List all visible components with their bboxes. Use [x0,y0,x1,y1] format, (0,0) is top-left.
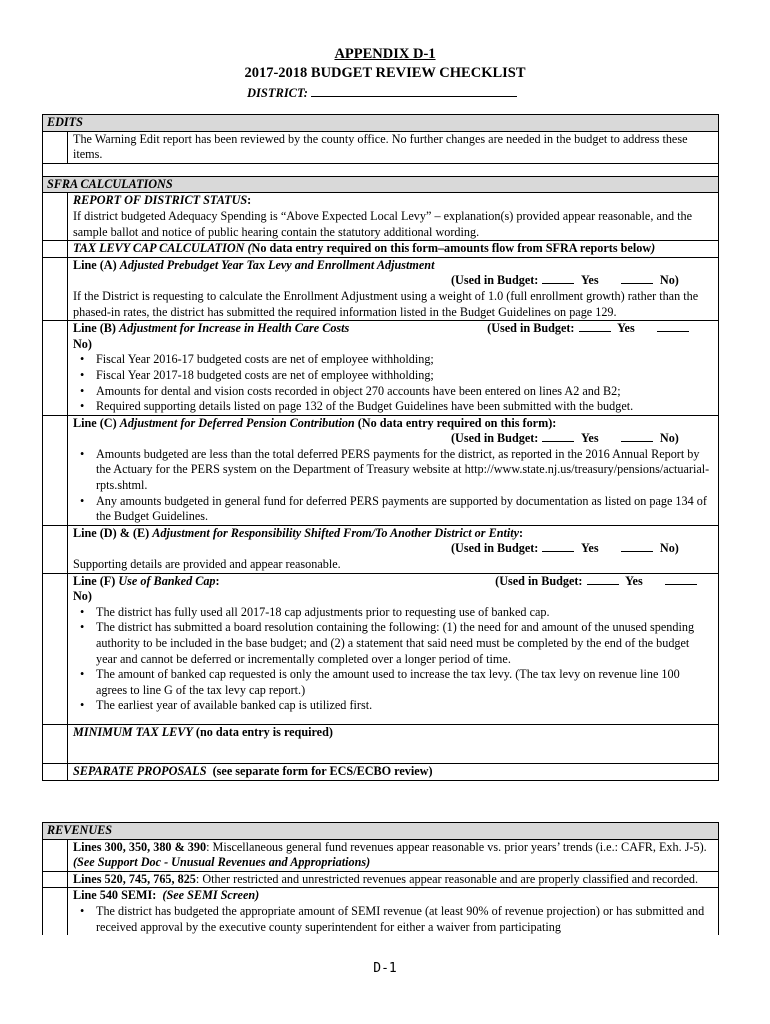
tax-levy-cap-title: TAX LEVY CAP CALCULATION ( [73,241,252,256]
edits-check-cell[interactable] [43,131,68,163]
line-a-text: If the District is requesting to calculate the Enrollment Adjustment using a weight of 1.0 (full enrollment growth) rather than the phased-in rates, the district has submitted the required information listed in the Budget Guidelines on page 129. [73,288,699,319]
no-blank[interactable] [621,431,653,442]
list-item: • Amounts budgeted are less than the total deferred PERS payments for the district, as reported in the 2016 Annual Report by the Actuary for the PERS system on the Department of Treasury website at http://www.state.nj.us/treasury/pensions/actuarial-rpts.shtml. [96,447,713,494]
yes-label: Yes [617,321,635,336]
no-blank[interactable] [621,273,653,284]
line-b-title: Adjustment for Increase in Health Care Costs [119,321,350,336]
sfra-heading: SFRA CALCULATIONS [43,176,719,193]
sep-proposals-check-cell[interactable] [43,763,68,780]
revenues-table [42,822,719,935]
used-in-budget-label: (Used in Budget: [451,541,539,556]
line-de-text: Supporting details are provided and appear reasonable. [73,557,341,572]
list-item: • The earliest year of available banked cap is utilized first. [96,698,713,714]
line-f-spacer [73,714,713,724]
rev-1-cell [68,839,719,871]
line-de-label: Line (D) & (E) [73,525,150,540]
line-a-label: Line (A) [73,257,117,272]
yes-label: Yes [625,573,643,588]
district-blank-line [311,84,517,97]
district-field [247,84,517,102]
appendix-title: APPENDIX D-1 [334,46,436,62]
line-b-used-in-budget [487,321,713,337]
min-tax-levy-cell [68,724,719,763]
line-f-used-in-budget [495,574,713,590]
list-item: • The district has fully used all 2017-18 cap adjustments prior to requesting use of banked cap. [96,605,713,621]
rev-3-label: Line 540 SEMI: [73,888,157,903]
sep-proposals-cell [68,763,719,780]
list-item: • The district has submitted a board resolution containing the following: (1) the need for and amount of the unused spending authority to be included in the base budget; and (2) a statement that said need must be completed by the end of the budget year and cannot be deferred or incrementally completed over a longer period of time. [96,620,713,667]
edits-sfra-table [42,114,719,781]
tax-levy-cap-check-cell[interactable] [43,241,68,258]
line-f-header [73,574,713,590]
line-f-colon: : [215,573,220,588]
line-de-colon: : [519,525,524,540]
line-c-list [73,447,713,525]
line-c-check-cell[interactable] [43,415,68,525]
list-item: • Fiscal Year 2017-18 budgeted costs are net of employee withholding; [96,368,713,384]
line-a-check-cell[interactable] [43,257,68,320]
line-b-header [73,321,713,337]
line-c-cell [68,415,719,525]
report-status-colon: : [247,193,252,208]
line-b-check-cell[interactable] [43,321,68,416]
line-de-cell [68,525,719,573]
line-c-note: (No data entry required on this form): [357,415,557,430]
line-f-list [73,605,713,714]
district-label: DISTRICT: [247,86,308,100]
yes-label: Yes [580,431,599,446]
line-f-label: Line (F) [73,573,116,588]
edits-heading: EDITS [43,115,719,132]
yes-blank[interactable] [542,273,574,284]
min-tax-levy-check-cell[interactable] [43,724,68,763]
rev-3-list [73,904,713,935]
line-b-list [73,352,713,414]
no-label: No) [659,431,679,446]
tax-levy-cap-note: No data entry required on this form–amounts flow from SFRA reports below [251,241,652,256]
no-blank[interactable] [657,321,689,332]
line-b-cell [68,321,719,416]
rev-2-check-cell[interactable] [43,871,68,888]
rev-2-text: : Other restricted and unrestricted revenues appear reasonable and are properly classified and recorded. [195,871,699,886]
line-a-cell [68,257,719,320]
report-status-text: If district budgeted Adequacy Spending is “Above Expected Local Levy” – explanation(s) provided appear reasonable, and the sample ballot and notice of public hearing contain the statutory additional wording. [73,208,692,239]
yes-blank[interactable] [579,321,611,332]
report-status-cell [68,193,719,241]
used-in-budget-label: (Used in Budget: [487,321,575,336]
rev-1-text: : Miscellaneous general fund revenues appear reasonable vs. prior years’ trends (i.e.: CAFR, Exh. J-5). [206,839,707,854]
page-number: D-1 [373,961,397,976]
line-a-title: Adjusted Prebudget Year Tax Levy and Enrollment Adjustment [119,257,435,272]
edits-text: The Warning Edit report has been reviewed by the county office. No further changes are needed in the budget to address these items. [68,131,719,163]
report-status-check-cell[interactable] [43,193,68,241]
no-label: No) [73,589,92,604]
rev-1-note: (See Support Doc - Unusual Revenues and Appropriations) [73,855,371,870]
rev-3-note: (See SEMI Screen) [162,888,260,903]
line-b-label: Line (B) [73,321,116,336]
sep-proposals-note: (see separate form for ECS/ECBO review) [212,763,433,778]
revenues-heading: REVENUES [43,823,719,840]
rev-3-check-cell[interactable] [43,888,68,935]
rev-1-label: Lines 300, 350, 380 & 390 [73,839,207,854]
checklist-title: 2017-2018 BUDGET REVIEW CHECKLIST [244,65,526,81]
line-de-used-in-budget [73,541,713,557]
list-item: • The district has budgeted the appropriate amount of SEMI revenue (at least 90% of revenue projection) or has submitted and received approval by the executive county superintendent for either a waiver from participating [96,904,713,935]
line-f-title: Use of Banked Cap [118,573,216,588]
rev-2-cell [68,871,719,888]
line-de-check-cell[interactable] [43,525,68,573]
no-label: No) [659,541,679,556]
sep-proposals-title: SEPARATE PROPOSALS [73,763,207,778]
line-c-used-in-budget [73,431,713,447]
used-in-budget-label: (Used in Budget: [495,573,583,588]
min-tax-levy-note: (no data entry is required) [195,724,333,739]
yes-blank[interactable] [542,541,574,552]
list-item: • Required supporting details listed on page 132 of the Budget Guidelines have been submitted with the budget. [96,399,713,415]
line-f-cell [68,573,719,724]
no-label: No) [659,273,679,288]
list-item: • Any amounts budgeted in general fund for deferred PERS payments are supported by documentation as listed on page 134 of the Budget Guidelines. [96,494,713,525]
tax-levy-cap-cell [68,241,719,258]
used-in-budget-label: (Used in Budget: [451,273,539,288]
line-c-title: Adjustment for Deferred Pension Contribution [119,415,355,430]
line-c-label: Line (C) [73,415,117,430]
line-a-used-in-budget [73,273,713,289]
yes-blank[interactable] [542,431,574,442]
spacer-row [43,163,719,176]
tax-levy-cap-close: ) [651,241,656,256]
line-f-check-cell[interactable] [43,573,68,724]
report-status-title: REPORT OF DISTRICT STATUS [73,193,248,208]
list-item: • The amount of banked cap requested is only the amount used to increase the tax levy. (The tax levy on revenue line 100 agrees to line G of the tax levy cap report.) [96,667,713,698]
rev-3-cell [68,888,719,935]
used-in-budget-label: (Used in Budget: [451,431,539,446]
no-blank[interactable] [665,574,697,585]
yes-label: Yes [580,273,599,288]
yes-label: Yes [580,541,599,556]
list-item: • Amounts for dental and vision costs recorded in object 270 accounts have been entered on lines A2 and B2; [96,384,713,400]
min-tax-levy-title: MINIMUM TAX LEVY [73,724,193,739]
no-label: No) [73,336,92,351]
line-de-title: Adjustment for Responsibility Shifted From/To Another District or Entity [152,525,520,540]
yes-blank[interactable] [587,574,619,585]
rev-1-check-cell[interactable] [43,839,68,871]
list-item: • Fiscal Year 2016-17 budgeted costs are net of employee withholding; [96,352,713,368]
rev-2-label: Lines 520, 745, 765, 825 [73,871,196,886]
no-blank[interactable] [621,541,653,552]
